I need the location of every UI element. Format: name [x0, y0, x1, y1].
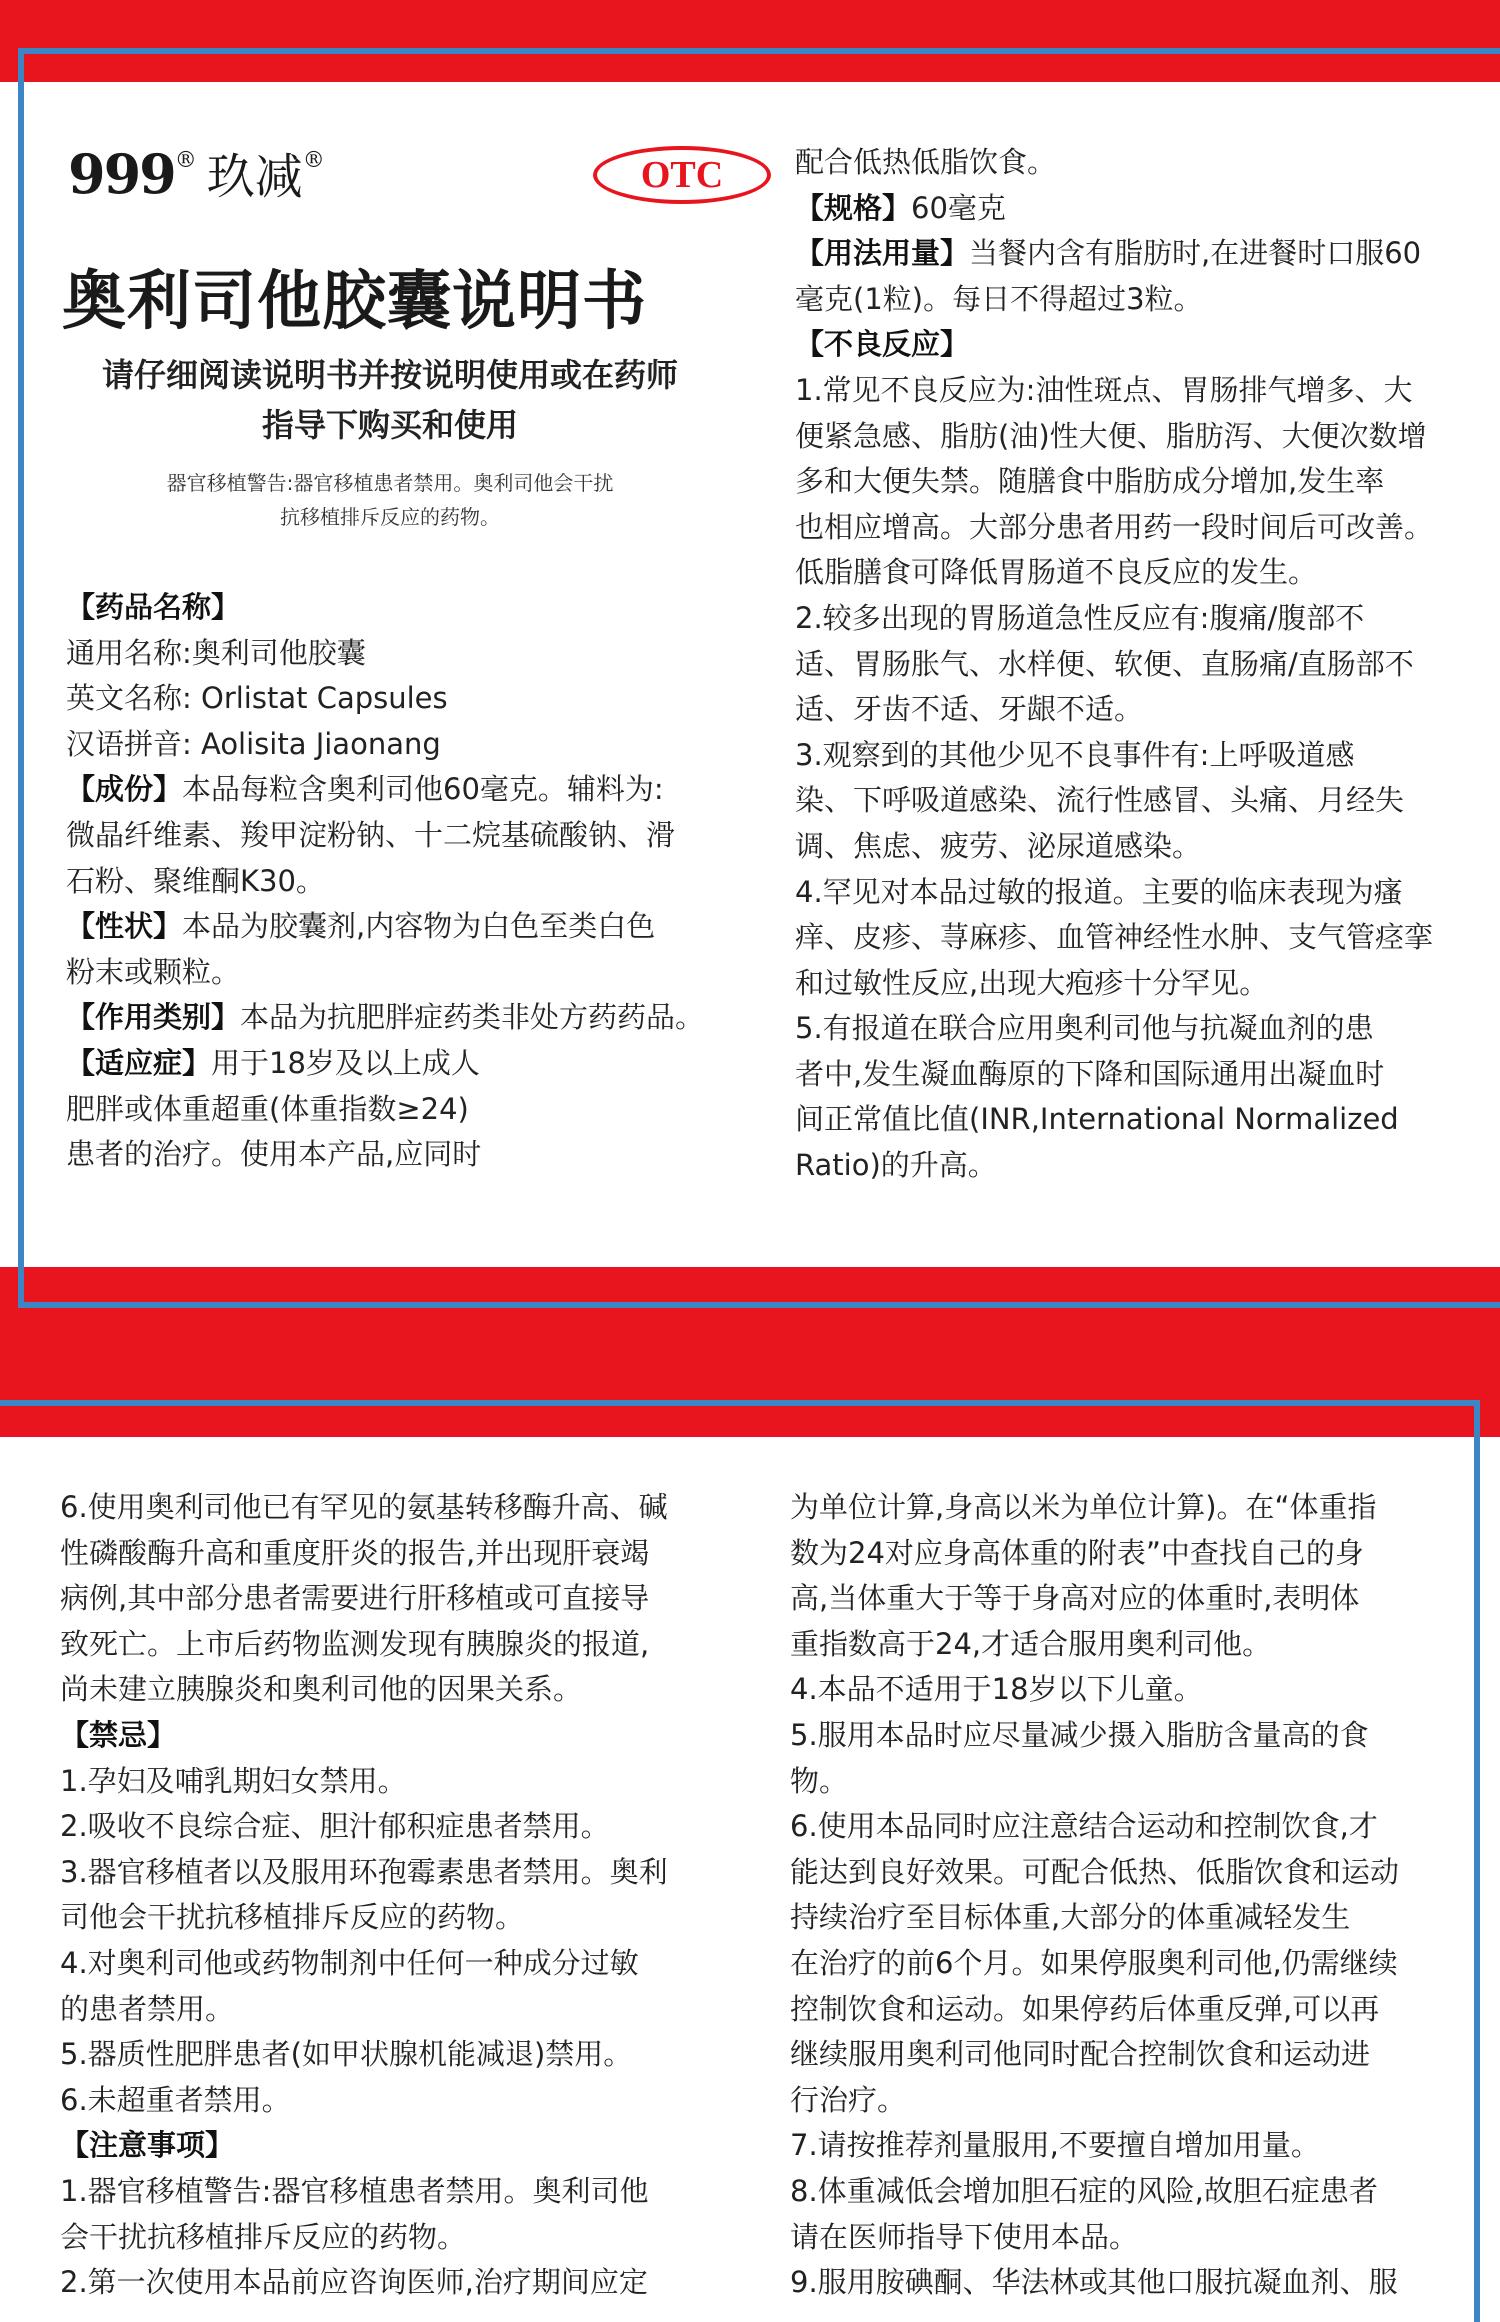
document-title: 奥利司他胶囊说明书 — [62, 265, 647, 339]
text-line — [60, 1895, 730, 1941]
text-line — [795, 368, 1465, 414]
text-line — [66, 585, 726, 631]
line-text: 病例,其中部分患者需要进行肝移植或可直接导 — [60, 1581, 650, 1616]
logo-number: 999 — [68, 142, 175, 206]
text-line — [60, 2215, 730, 2261]
line-text: 5.有报道在联合应用奥利司他与抗凝血剂的患 — [795, 1011, 1374, 1046]
section-heading: 【药品名称】 — [66, 590, 241, 624]
panel-2-right-column — [790, 1485, 1460, 2306]
line-text: 能达到良好效果。可配合低热、低脂饮食和运动 — [790, 1854, 1400, 1889]
text-line — [790, 1895, 1460, 1941]
line-text: 用于18岁及以上成人 — [211, 1045, 480, 1080]
line-text: 毫克(1粒)。每日不得超过3粒。 — [795, 281, 1203, 316]
text-line — [60, 1667, 730, 1713]
brand-logo — [68, 138, 325, 207]
reg-mark-2: ® — [302, 148, 325, 173]
line-text: 间正常值比值(INR,International Normalized — [795, 1102, 1399, 1137]
line-text: 通用名称:奥利司他胶囊 — [66, 635, 366, 670]
text-line — [795, 505, 1465, 551]
line-text: 粉末或颗粒。 — [66, 954, 241, 989]
section-heading: 【作用类别】 — [66, 1000, 241, 1035]
text-line — [66, 631, 726, 677]
line-text: 高,当体重大于等于身高对应的体重时,表明体 — [790, 1581, 1360, 1616]
text-line — [60, 1622, 730, 1668]
line-text: 6.使用奥利司他已有罕见的氨基转移酶升高、碱 — [60, 1490, 668, 1524]
frame-line-right-2 — [1474, 1400, 1480, 2322]
line-text: 本品为胶囊剂,内容物为白色至类白色 — [182, 909, 656, 944]
text-line — [66, 813, 726, 859]
text-line — [60, 2123, 730, 2169]
text-line — [60, 1531, 730, 1577]
text-line — [795, 1143, 1465, 1189]
text-line — [60, 1713, 730, 1759]
text-line — [66, 995, 726, 1041]
text-line — [60, 1485, 730, 1531]
line-text: Ratio)的升高。 — [795, 1148, 997, 1183]
text-line — [60, 1576, 730, 1622]
section-heading: 【不良反应】 — [795, 327, 970, 362]
text-line — [790, 1804, 1460, 1850]
frame-line-bottom — [18, 1302, 1500, 1308]
section-heading: 【禁忌】 — [60, 1717, 177, 1752]
line-text: 5.器质性肥胖患者(如甲状腺机能减退)禁用。 — [60, 2037, 633, 2072]
frame-line-left — [18, 48, 24, 1308]
line-text: 1.器官移植警告:器官移植患者禁用。奥利司他 — [60, 2173, 649, 2208]
line-text: 也相应增高。大部分患者用药一段时间后可改善。 — [795, 509, 1434, 544]
text-line — [795, 824, 1465, 870]
line-text: 行治疗。 — [790, 2082, 907, 2117]
section-heading: 【适应症】 — [66, 1045, 212, 1080]
text-line — [60, 1804, 730, 1850]
panel-1-right-column — [795, 140, 1465, 1189]
text-line — [60, 2032, 730, 2078]
text-line — [795, 870, 1465, 916]
line-text: 染、下呼吸道感染、流行性感冒、头痛、月经失 — [795, 783, 1405, 818]
text-line — [790, 1485, 1460, 1531]
text-line — [795, 1006, 1465, 1052]
line-text: 石粉、聚维酮K30。 — [66, 863, 325, 898]
text-line — [795, 459, 1465, 505]
transplant-warning-line-2: 抗移植排斥反应的药物。 — [280, 505, 500, 529]
text-line — [795, 1052, 1465, 1098]
line-text: 继续服用奥利司他同时配合控制饮食和运动进 — [790, 2037, 1371, 2072]
section-heading: 【成份】 — [66, 772, 183, 807]
text-line — [66, 1041, 726, 1087]
text-line — [66, 676, 726, 722]
text-line — [795, 1097, 1465, 1143]
text-line — [795, 687, 1465, 733]
line-text: 8.体重减低会增加胆石症的风险,故胆石症患者 — [790, 2173, 1378, 2208]
line-text: 英文名称: Orlistat Capsules — [66, 681, 448, 716]
transplant-warning — [110, 466, 670, 534]
line-text: 低脂膳食可降低胃肠道不良反应的发生。 — [795, 555, 1318, 590]
text-line — [790, 1850, 1460, 1896]
line-text: 2.较多出现的胃肠道急性反应有:腹痛/腹部不 — [795, 600, 1365, 635]
line-text: 6.使用本品同时应注意结合运动和控制饮食,才 — [790, 1809, 1378, 1844]
otc-badge: OTC — [593, 146, 771, 204]
line-text: 2.吸收不良综合症、胆汁郁积症患者禁用。 — [60, 1809, 610, 1844]
line-text: 本品每粒含奥利司他60毫克。辅料为: — [182, 772, 664, 807]
line-text: 多和大便失禁。随膳食中脂肪成分增加,发生率 — [795, 464, 1385, 499]
line-text: 配合低热低脂饮食。 — [795, 145, 1057, 179]
text-line — [60, 2260, 730, 2306]
text-line — [790, 1941, 1460, 1987]
line-text: 3.观察到的其他少见不良事件有:上呼吸道感 — [795, 737, 1355, 772]
text-line — [790, 1759, 1460, 1805]
text-line — [795, 915, 1465, 961]
line-text: 肥胖或体重超重(体重指数≥24) — [66, 1091, 469, 1126]
line-text: 4.对奥利司他或药物制剂中任何一种成分过敏 — [60, 1945, 639, 1980]
text-line — [795, 596, 1465, 642]
line-text: 7.请按推荐剂量服用,不要擅自增加用量。 — [790, 2128, 1320, 2163]
line-text: 1.常见不良反应为:油性斑点、胃肠排气增多、大 — [795, 372, 1413, 407]
line-text: 患者的治疗。使用本产品,应同时 — [66, 1137, 482, 1172]
text-line — [790, 2078, 1460, 2124]
panel-2-left-column — [60, 1485, 730, 2306]
line-text: 控制饮食和运动。如果停药后体重反弹,可以再 — [790, 1991, 1380, 2026]
text-line — [790, 1622, 1460, 1668]
reading-instruction-line-1: 请仔细阅读说明书并按说明使用或在药师 — [101, 356, 678, 394]
line-text: 5.服用本品时应尽量减少摄入脂肪含量高的食 — [790, 1717, 1369, 1752]
line-text: 痒、皮疹、荨麻疹、血管神经性水肿、支气管痉挛 — [795, 920, 1434, 955]
line-text: 3.器官移植者以及服用环孢霉素患者禁用。奥利 — [60, 1854, 668, 1889]
text-line — [66, 767, 726, 813]
text-line — [790, 1713, 1460, 1759]
line-text: 和过敏性反应,出现大疱疹十分罕见。 — [795, 965, 1269, 1000]
top-red-band — [0, 0, 1500, 82]
text-line — [795, 550, 1465, 596]
brand-row — [68, 138, 724, 208]
text-line — [60, 1850, 730, 1896]
text-line — [66, 722, 726, 768]
line-text: 数为24对应身高体重的附表”中查找自己的身 — [790, 1535, 1364, 1570]
text-line — [66, 950, 726, 996]
line-text: 为单位计算,身高以米为单位计算)。在“体重指 — [790, 1490, 1377, 1524]
text-line — [795, 322, 1465, 368]
text-line — [790, 2032, 1460, 2078]
text-line — [60, 2169, 730, 2215]
text-line — [60, 2078, 730, 2124]
line-text: 物。 — [790, 1763, 849, 1798]
text-line — [795, 642, 1465, 688]
text-line — [790, 2169, 1460, 2215]
line-text: 当餐内含有脂肪时,在进餐时口服60 — [969, 236, 1422, 271]
line-text: 9.服用胺碘酮、华法林或其他口服抗凝血剂、服 — [790, 2265, 1398, 2300]
text-line — [60, 1759, 730, 1805]
middle-red-band — [0, 1267, 1500, 1397]
line-text: 1.孕妇及哺乳期妇女禁用。 — [60, 1763, 407, 1798]
line-text: 致死亡。上市后药物监测发现有胰腺炎的报道, — [60, 1626, 650, 1661]
text-line — [790, 2260, 1460, 2306]
text-line — [795, 778, 1465, 824]
text-line — [790, 1667, 1460, 1713]
frame-line-top-2 — [0, 1400, 1480, 1406]
text-line — [66, 904, 726, 950]
section-heading: 【注意事项】 — [60, 2128, 235, 2163]
reg-mark: ® — [174, 148, 197, 173]
text-line — [795, 414, 1465, 460]
line-text: 在治疗的前6个月。如果停服奥利司他,仍需继续 — [790, 1945, 1398, 1980]
line-text: 微晶纤维素、羧甲淀粉钠、十二烷基硫酸钠、滑 — [66, 817, 676, 852]
line-text: 汉语拼音: Aolisita Jiaonang — [66, 726, 441, 761]
line-text: 的患者禁用。 — [60, 1991, 235, 2026]
text-line — [66, 1087, 726, 1133]
text-line — [790, 1576, 1460, 1622]
line-text: 4.本品不适用于18岁以下儿童。 — [790, 1672, 1203, 1707]
line-text: 适、胃肠胀气、水样便、软便、直肠痛/直肠部不 — [795, 646, 1414, 681]
line-text: 6.未超重者禁用。 — [60, 2082, 291, 2117]
text-line — [790, 2123, 1460, 2169]
text-line — [790, 2215, 1460, 2261]
panel-1-left-column — [66, 585, 726, 1178]
line-text: 会干扰抗移植排斥反应的药物。 — [60, 2219, 467, 2254]
text-line — [790, 1531, 1460, 1577]
line-text: 60毫克 — [911, 190, 1006, 225]
line-text: 司他会干扰抗移植排斥反应的药物。 — [60, 1900, 525, 1935]
line-text: 持续治疗至目标体重,大部分的体重减轻发生 — [790, 1900, 1351, 1935]
section-heading: 【用法用量】 — [795, 236, 970, 271]
line-text: 性磷酸酶升高和重度肝炎的报告,并出现肝衰竭 — [60, 1535, 650, 1570]
text-line — [795, 231, 1465, 277]
line-text: 2.第一次使用本品前应咨询医师,治疗期间应定 — [60, 2265, 648, 2300]
line-text: 尚未建立胰腺炎和奥利司他的因果关系。 — [60, 1672, 583, 1707]
transplant-warning-line-1: 器官移植警告:器官移植患者禁用。奥利司他会干扰 — [166, 471, 614, 495]
text-line — [795, 733, 1465, 779]
line-text: 本品为抗肥胖症药类非处方药药品。 — [240, 1000, 705, 1035]
text-line — [60, 1987, 730, 2033]
text-line — [795, 186, 1465, 232]
text-line — [66, 1132, 726, 1178]
line-text: 调、焦虑、疲劳、泌尿道感染。 — [795, 828, 1202, 863]
section-heading: 【规格】 — [795, 190, 912, 225]
frame-line-top — [18, 48, 1500, 54]
line-text: 请在医师指导下使用本品。 — [790, 2219, 1139, 2254]
reading-instruction — [70, 350, 710, 450]
text-line — [795, 961, 1465, 1007]
logo-name: 玖减 — [206, 149, 303, 205]
line-text: 重指数高于24,才适合服用奥利司他。 — [790, 1626, 1272, 1661]
text-line — [795, 277, 1465, 323]
line-text: 4.罕见对本品过敏的报道。主要的临床表现为瘙 — [795, 874, 1403, 909]
reading-instruction-line-2: 指导下购买和使用 — [261, 406, 518, 444]
line-text: 者中,发生凝血酶原的下降和国际通用出凝血时 — [795, 1056, 1385, 1091]
line-text: 便紧急感、脂肪(油)性大便、脂肪泻、大便次数增 — [795, 418, 1427, 453]
text-line — [790, 1987, 1460, 2033]
text-line — [795, 140, 1465, 186]
section-heading: 【性状】 — [66, 909, 183, 944]
text-line — [60, 1941, 730, 1987]
line-text: 适、牙齿不适、牙龈不适。 — [795, 692, 1144, 727]
text-line — [66, 859, 726, 905]
